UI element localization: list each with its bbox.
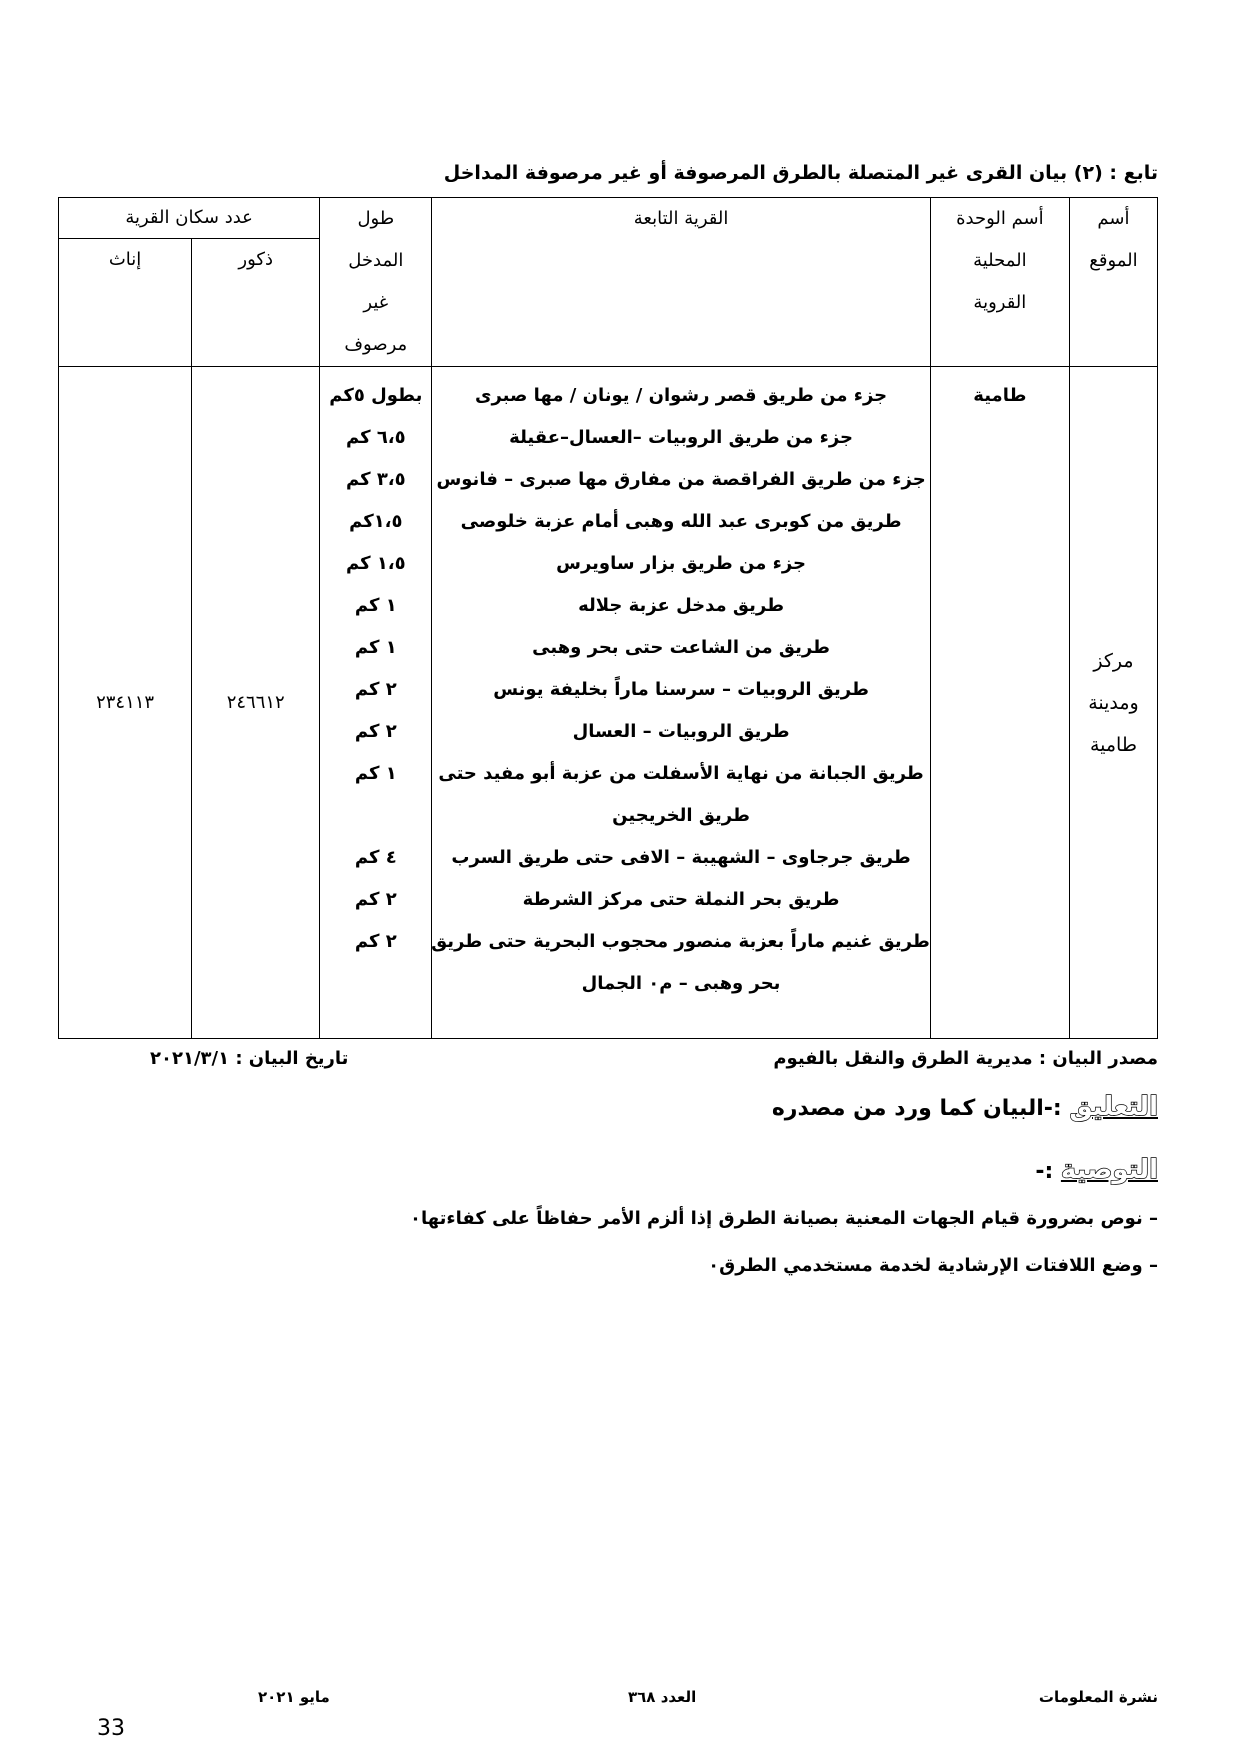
- header-village: [432, 198, 930, 367]
- data-source: مصدر البيان : مديرية الطرق والنقل بالفيوم: [773, 1048, 1158, 1069]
- recommendation-item: – نوص بضرورة قيام الجهات المعنية بصيانة الطرق إذا ألزم الأمر حفاظاً على كفاءتها٠: [410, 1208, 1158, 1229]
- header-length-line2: المدخل: [348, 250, 404, 271]
- header-population: عدد سكان القرية: [59, 198, 320, 239]
- females-value: ٢٣٤١١٣: [59, 367, 192, 1039]
- village-cell: [432, 367, 930, 1039]
- footer-date: مايو ٢٠٢١: [258, 1688, 330, 1706]
- header-unit: [930, 198, 1069, 367]
- header-males: ذكور: [192, 238, 320, 366]
- roads-table: [58, 197, 1158, 1039]
- header-location: [1069, 198, 1157, 367]
- footer-publication: نشرة المعلومات: [1038, 1688, 1158, 1706]
- village-row: جزء من طريق الفراقصة من مفارق مها صبرى – فانوس: [436, 469, 926, 490]
- unit-cell: [930, 367, 1069, 1039]
- village-row: طريق جرجاوى – الشهيبة – الافى حتى طريق السرب: [451, 847, 911, 868]
- unit-value: طامية: [973, 385, 1027, 406]
- header-length-line4: مرصوف: [344, 334, 408, 355]
- length-row: ٦،٥ كم: [345, 427, 406, 448]
- length-row: ٣،٥ كم: [345, 469, 406, 490]
- village-row: طريق من الشاعت حتى بحر وهبى: [532, 637, 830, 658]
- location-line1: مركز: [1093, 649, 1134, 672]
- village-row: طريق الروبيات – العسال: [572, 721, 790, 742]
- village-row: طريق الروبيات – سرسنا ماراً بخليفة يونس: [493, 679, 869, 700]
- village-row: جزء من طريق الروبيات –العسال–عقيلة: [509, 427, 853, 448]
- length-row: ١ كم: [354, 637, 397, 658]
- village-row: طريق الخريجين: [612, 805, 750, 826]
- length-list: [320, 367, 431, 1005]
- males-value: ٢٤٦٦١٢: [192, 367, 320, 1039]
- location-cell: [1069, 367, 1157, 1039]
- header-location-line1: أسم: [1097, 208, 1130, 229]
- header-length-line3: غير: [363, 292, 389, 313]
- village-list: [432, 367, 929, 1005]
- length-row: [320, 963, 431, 1005]
- header-unit-line3: القروية: [973, 292, 1027, 313]
- recommendation-suffix: :-: [1035, 1159, 1061, 1184]
- village-row: طريق الجبانة من نهاية الأسفلت من عزبة أبو مفيد حتى: [438, 763, 924, 784]
- village-row: جزء من طريق بزار ساويرس: [556, 553, 806, 574]
- village-row: جزء من طريق قصر رشوان / يونان / مها صبرى: [474, 385, 888, 406]
- footer-issue: العدد ٣٦٨: [628, 1688, 697, 1706]
- length-row: ١،٥كم: [349, 511, 403, 532]
- header-village-text: القرية التابعة: [633, 208, 729, 229]
- header-females: إناث: [59, 238, 192, 366]
- length-row: ١ كم: [354, 595, 397, 616]
- location-line3: طامية: [1089, 733, 1137, 756]
- length-row: ٢ كم: [354, 889, 397, 910]
- header-length-line1: طول: [357, 208, 395, 229]
- length-row: ١ كم: [354, 763, 397, 784]
- comment-label: التعليق: [1069, 1092, 1158, 1122]
- table-caption: تابع : (٢) بيان القرى غير المتصلة بالطرق المرصوفة أو غير مرصوفة المداخل: [443, 162, 1158, 184]
- page-number: 33: [97, 1716, 125, 1741]
- location-line2: ومدينة: [1088, 691, 1139, 714]
- recommendation-heading: [1035, 1155, 1158, 1185]
- village-row: طريق من كوبرى عبد الله وهبى أمام عزبة خلوصى: [460, 511, 902, 532]
- village-row: طريق غنيم ماراً بعزبة منصور محجوب البحرية حتى طريق: [431, 931, 930, 952]
- header-length: [320, 198, 432, 367]
- length-row: بطول ٥كم: [329, 385, 423, 406]
- length-row: ٤ كم: [354, 847, 397, 868]
- comment-line: [772, 1092, 1158, 1122]
- recommendation-label: التوصية: [1060, 1155, 1158, 1185]
- header-location-line2: الموقع: [1089, 250, 1138, 271]
- header-unit-line1: أسم الوحدة: [956, 208, 1044, 229]
- length-row: [320, 795, 431, 837]
- comment-text: :-البيان كما ورد من مصدره: [771, 1096, 1070, 1121]
- length-row: ٢ كم: [354, 931, 397, 952]
- village-row: طريق مدخل عزبة جلاله: [578, 595, 785, 616]
- data-date: تاريخ البيان : ٢٠٢١/٣/١: [150, 1048, 349, 1069]
- village-row: بحر وهبى – م٠ الجمال: [581, 973, 781, 994]
- length-row: ١،٥ كم: [345, 553, 406, 574]
- length-cell: [320, 367, 432, 1039]
- length-row: ٢ كم: [354, 679, 397, 700]
- recommendation-item: – وضع اللافتات الإرشادية لخدمة مستخدمي الطرق٠: [708, 1255, 1158, 1276]
- village-row: طريق بحر النملة حتى مركز الشرطة: [522, 889, 840, 910]
- length-row: ٢ كم: [354, 721, 397, 742]
- header-unit-line2: المحلية: [973, 250, 1027, 271]
